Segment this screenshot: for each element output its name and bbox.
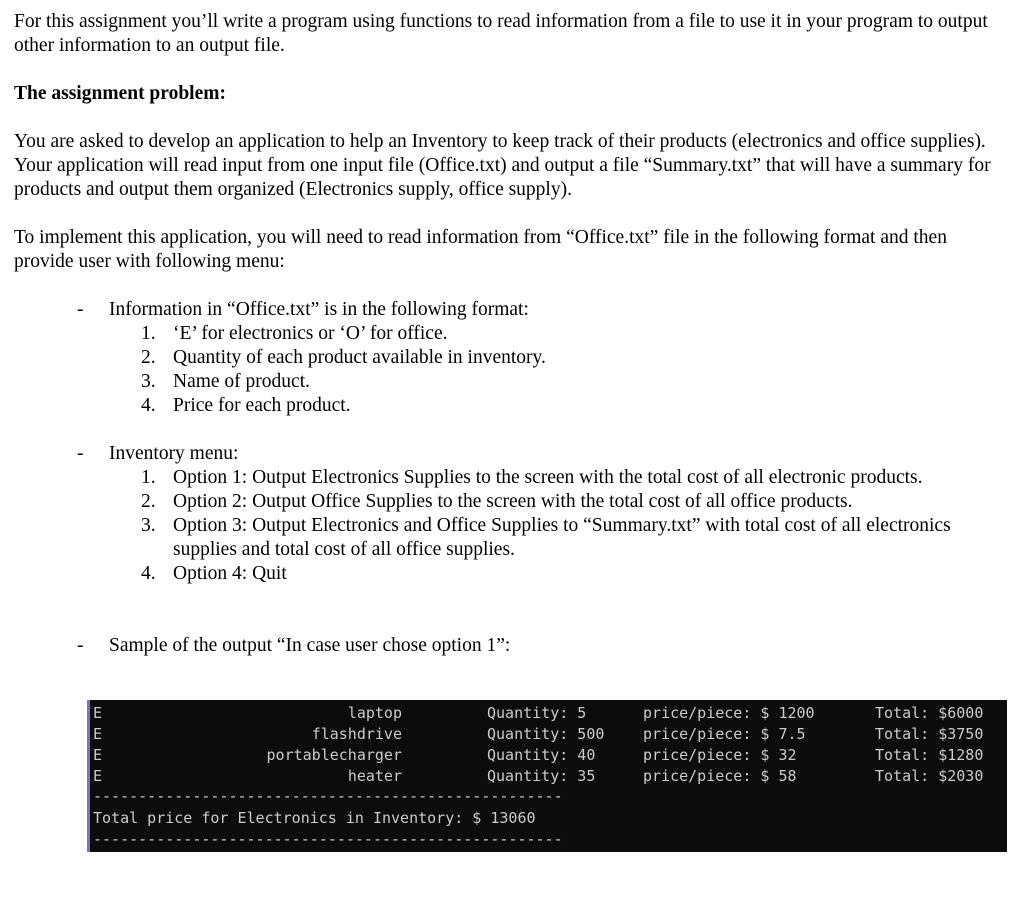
console-total-line: Total price for Electronics in Inventory: $ 13060 (93, 809, 536, 827)
document-page (14, 10, 1004, 658)
row-total: Total: $1280 (875, 746, 984, 764)
list-number: 4. (141, 395, 156, 416)
bullet-dash: - (77, 635, 84, 656)
list-item (109, 394, 1004, 418)
bullet-dash: - (77, 443, 84, 464)
row-price: price/piece: $ 7.5 (643, 725, 806, 743)
table-row (87, 724, 1007, 745)
list-number: 1. (141, 323, 156, 344)
list-number: 2. (141, 347, 156, 368)
row-quantity: Quantity: 40 (487, 746, 596, 764)
table-row (87, 766, 1007, 787)
row-total: Total: $3750 (875, 725, 984, 743)
menu-section (14, 442, 1004, 586)
row-type: E (93, 725, 103, 743)
row-quantity: Quantity: 35 (487, 767, 596, 785)
list-number: 4. (141, 563, 156, 584)
format-title: Information in “Office.txt” is in the following format: (109, 299, 529, 320)
list-item (109, 466, 1004, 490)
list-item (109, 490, 1004, 514)
row-type: E (93, 767, 103, 785)
row-name: flashdrive (311, 725, 402, 743)
console-output-screenshot (87, 700, 1007, 852)
row-type: E (93, 704, 103, 722)
row-quantity: Quantity: 5 (487, 704, 587, 722)
table-row (87, 745, 1007, 766)
format-section (14, 298, 1004, 418)
row-type: E (93, 746, 103, 764)
sample-section (14, 634, 1004, 658)
list-text: Name of product. (173, 371, 310, 392)
row-price: price/piece: $ 1200 (643, 704, 815, 722)
intro-paragraph: For this assignment you’ll write a program using functions to read information from a file to use it in your program to output other information to an output file. (14, 11, 988, 56)
list-text: Quantity of each product available in inventory. (173, 347, 546, 368)
list-text: Option 3: Output Electronics and Office Supplies to “Summary.txt” with total cost of all electronics supplies and total cost of all office supplies. (173, 515, 951, 560)
row-price: price/piece: $ 32 (643, 746, 797, 764)
row-price: price/piece: $ 58 (643, 767, 797, 785)
row-name: heater (347, 767, 402, 785)
assignment-heading: The assignment problem: (14, 83, 226, 104)
list-number: 3. (141, 371, 156, 392)
row-total: Total: $2030 (875, 767, 984, 785)
format-list (109, 322, 1004, 418)
implementation-paragraph: To implement this application, you will need to read information from “Office.txt” file in the following format and then provide user with following menu: (14, 227, 947, 272)
table-row (87, 703, 1007, 724)
list-number: 1. (141, 467, 156, 488)
list-text: Option 2: Output Office Supplies to the screen with the total cost of all office products. (173, 491, 853, 512)
list-number: 2. (141, 491, 156, 512)
list-item (109, 562, 1004, 586)
list-item (109, 370, 1004, 394)
sample-title: Sample of the output “In case user chose option 1”: (109, 635, 511, 656)
list-number: 3. (141, 515, 156, 536)
list-text: Option 4: Quit (173, 563, 287, 584)
row-quantity: Quantity: 500 (487, 725, 605, 743)
bullet-dash: - (77, 299, 84, 320)
list-item (109, 322, 1004, 346)
list-item (109, 514, 1004, 562)
list-text: Option 1: Output Electronics Supplies to the screen with the total cost of all electronic products. (173, 467, 923, 488)
problem-paragraph: You are asked to develop an application to help an Inventory to keep track of their products (electronics and office supplies). Your application will read input from one input file (Office.txt) and output a file “Summary.txt” that will have a summary for products and output them organized (Electronics supply, office supply). (14, 131, 991, 200)
row-total: Total: $6000 (875, 704, 984, 722)
list-item (109, 346, 1004, 370)
menu-list (109, 466, 1004, 586)
list-text: Price for each product. (173, 395, 351, 416)
console-separator-bottom: ---------------------------------------------------- (93, 830, 563, 848)
row-name: laptop (347, 704, 402, 722)
row-name: portablecharger (266, 746, 402, 764)
list-text: ‘E’ for electronics or ‘O’ for office. (173, 323, 448, 344)
console-separator-top: ---------------------------------------------------- (93, 787, 563, 805)
menu-title: Inventory menu: (109, 443, 239, 464)
